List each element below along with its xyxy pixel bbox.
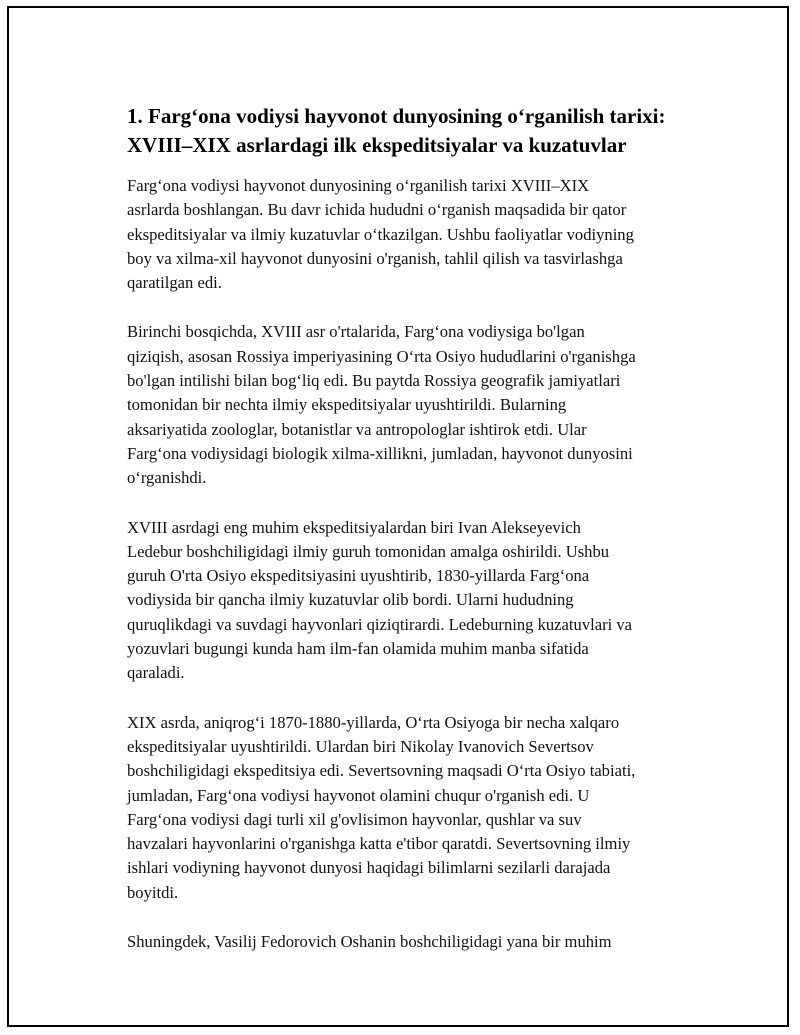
paragraph-1: Farg‘ona vodiysi hayvonot dunyosining o‘rganilish tarixi XVIII–XIX asrlarda boshlangan. Bu davr ichida hududni o‘rganish maqsadida bir qator ekspeditsiyalar va ilmiy kuzatuvlar o‘tkazilgan. Ushbu faoliyatlar vodiyning boy va xilma-xil hayvonot dunyosini o'rganish, tahlil qilish va tasvirlashga qaratilgan edi.	[127, 176, 634, 293]
document-body	[127, 102, 699, 979]
section-heading: 1. Farg‘ona vodiysi hayvonot dunyosining o‘rganilish tarixi: XVIII–XIX asrlardagi ilk ekspeditsiyalar va kuzatuvlar	[127, 104, 666, 157]
paragraph-5: Shuningdek, Vasilij Fedorovich Oshanin boshchiligidagi yana bir muhim	[127, 932, 612, 952]
paragraph-4: XIX asrda, aniqrog‘i 1870-1880-yillarda, O‘rta Osiyoga bir necha xalqaro ekspeditsiyalar uyushtirildi. Ulardan biri Nikolay Ivanovich Severtsov boshchiligidagi ekspeditsiya edi. Severtsovning maqsadi O‘rta Osiyo tabiati, jumladan, Farg‘ona vodiysi hayvonot olamini chuqur o'rganish edi. U Farg‘ona vodiysi dagi turli xil g'ovlisimon hayvonlar, qushlar va suv havzalari hayvonlarini o'rganishga katta e'tibor qaratdi. Severtsovning ilmiy ishlari vodiyning hayvonot dunyosi haqidagi bilimlarni sezilarli darajada boyitdi.	[127, 712, 636, 902]
paragraph-3: XVIII asrdagi eng muhim ekspeditsiyalardan biri Ivan Alekseyevich Ledebur boshchiligidagi ilmiy guruh tomonidan amalga oshirildi. Ushbu guruh O'rta Osiyo ekspeditsiyasini uyushtirib, 1830-yillarda Farg‘ona vodiysida bir qancha ilmiy kuzatuvlar olib bordi. Ularni hududning quruqlikdagi va suvdagi hayvonlari qiziqtirardi. Ledeburning kuzatuvlari va yozuvlari bugungi kunda ham ilm-fan olamida muhim manba sifatida qaraladi.	[127, 517, 633, 683]
paragraph-2: Birinchi bosqichda, XVIII asr o'rtalarida, Farg‘ona vodiysiga bo'lgan qiziqish, asosan Rossiya imperiyasining O‘rta Osiyo hududlarini o'rganishga bo'lgan intilishi bilan bog‘liq edi. Bu paytda Rossiya geografik jamiyatlari tomonidan bir nechta ilmiy ekspeditsiyalar uyushtirildi. Bularning aksariyatida zoologlar, botanistlar va antropologlar ishtirok etdi. Ular Farg‘ona vodiysidagi biologik xilma-xillikni, jumladan, hayvonot dunyosini o‘rganishdi.	[127, 322, 636, 488]
page-frame	[7, 6, 789, 1027]
